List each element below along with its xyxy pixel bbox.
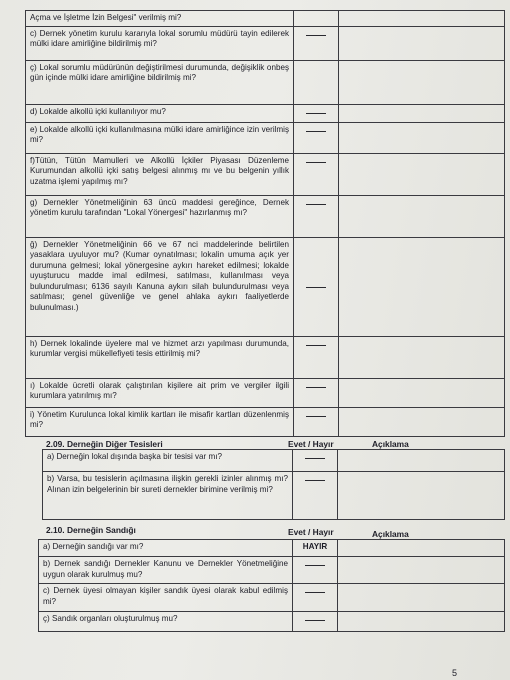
page-number: 5 bbox=[452, 668, 458, 678]
table-row bbox=[26, 407, 505, 436]
blank-answer-line bbox=[306, 287, 326, 288]
blank-answer-line bbox=[306, 113, 326, 114]
section-title: 2.09. Derneğin Diğer Tesisleri bbox=[46, 439, 163, 449]
answer-cell[interactable] bbox=[293, 450, 338, 472]
question-text: e) Lokalde alkollü içki kullanılmasına mülki idare amirliğince izin verilmiş mi? bbox=[26, 122, 294, 153]
answer-cell[interactable] bbox=[294, 153, 339, 195]
answer-cell[interactable] bbox=[293, 557, 338, 584]
column-header-note: Açıklama bbox=[372, 439, 409, 449]
question-text: i) Yönetim Kurulunca lokal kimlik kartları ile misafir kartları düzenlenmiş mi? bbox=[26, 407, 294, 436]
table-row bbox=[43, 472, 505, 520]
table-row bbox=[26, 195, 505, 237]
note-cell[interactable] bbox=[338, 584, 505, 612]
question-text: a) Derneğin lokal dışında başka bir tesisi var mı? bbox=[43, 450, 293, 472]
table-row bbox=[39, 540, 505, 557]
note-cell[interactable] bbox=[339, 104, 505, 122]
note-cell[interactable] bbox=[339, 336, 505, 378]
question-text: b) Dernek sandığı Dernekler Kanunu ve Dernekler Yönetmeliğine uygun olarak kurulmuş mu? bbox=[39, 557, 293, 584]
table-row bbox=[43, 450, 505, 472]
blank-answer-line bbox=[306, 387, 326, 388]
note-cell[interactable] bbox=[338, 612, 505, 632]
question-text: c) Dernek üyesi olmayan kişiler sandık üyesi olarak kabul edilmiş mi? bbox=[39, 584, 293, 612]
answer-cell[interactable] bbox=[293, 584, 338, 612]
question-text: g) Dernekler Yönetmeliğinin 63 üncü maddesi gereğince, Dernek yönetim kurulu tarafından "Lokal Yönergesi" hazırlanmış mı? bbox=[26, 195, 294, 237]
question-text: b) Varsa, bu tesislerin açılmasına ilişkin gerekli izinler alınmış mı? Alınan izin belgelerinin bir sureti dernekler birimine verilmiş mi? bbox=[43, 472, 293, 520]
note-cell[interactable] bbox=[338, 540, 505, 557]
column-header-answer: Evet / Hayır bbox=[288, 439, 334, 449]
blank-answer-line bbox=[306, 204, 326, 205]
question-text: d) Lokalde alkollü içki kullanılıyor mu? bbox=[26, 104, 294, 122]
blank-answer-line bbox=[306, 416, 326, 417]
note-cell[interactable] bbox=[339, 11, 505, 27]
answer-cell[interactable]: HAYIR bbox=[293, 540, 338, 557]
blank-answer-line bbox=[305, 592, 325, 593]
note-cell[interactable] bbox=[339, 195, 505, 237]
table-row bbox=[26, 153, 505, 195]
note-cell[interactable] bbox=[338, 557, 505, 584]
note-cell[interactable] bbox=[339, 237, 505, 336]
table-row bbox=[39, 584, 505, 612]
question-text: a) Derneğin sandığı var mı? bbox=[39, 540, 293, 557]
question-text: c) Dernek yönetim kurulu kararıyla lokal sorumlu müdürü tayin edilerek mülki idare amirliğine bildirilmiş mi? bbox=[26, 26, 294, 60]
table-row bbox=[26, 378, 505, 407]
question-text: ç) Lokal sorumlu müdürünün değiştirilmesi durumunda, değişiklik onbeş gün içinde mülki idare amirliğine bildirilmiş mi? bbox=[26, 60, 294, 104]
blank-answer-line bbox=[306, 35, 326, 36]
table-row bbox=[26, 237, 505, 336]
fund-table bbox=[38, 539, 505, 632]
answer-cell[interactable] bbox=[294, 122, 339, 153]
note-cell[interactable] bbox=[339, 122, 505, 153]
table-row bbox=[26, 122, 505, 153]
answer-cell[interactable] bbox=[294, 336, 339, 378]
question-text: ı) Lokalde ücretli olarak çalıştırılan kişilere ait prim ve vergiler ilgili kurumlara yatırılmış mı? bbox=[26, 378, 294, 407]
question-text: ç) Sandık organları oluşturulmuş mu? bbox=[39, 612, 293, 632]
blank-answer-line bbox=[306, 345, 326, 346]
table-row bbox=[26, 60, 505, 104]
question-text: h) Dernek lokalinde üyelere mal ve hizmet arzı yapılması durumunda, kurumlar vergisi mükellefiyeti tesis ettirilmiş mi? bbox=[26, 336, 294, 378]
answer-cell[interactable] bbox=[294, 104, 339, 122]
column-header-answer: Evet / Hayır bbox=[288, 527, 334, 537]
question-text: Açma ve İşletme İzin Belgesi" verilmiş mi? bbox=[26, 11, 294, 27]
blank-answer-line bbox=[306, 162, 326, 163]
table-row bbox=[26, 26, 505, 60]
note-cell[interactable] bbox=[339, 60, 505, 104]
table-row bbox=[39, 557, 505, 584]
table-row bbox=[39, 612, 505, 632]
section-title: 2.10. Derneğin Sandığı bbox=[46, 525, 136, 535]
answer-cell[interactable] bbox=[294, 195, 339, 237]
blank-answer-line bbox=[305, 480, 325, 481]
blank-answer-line bbox=[305, 565, 325, 566]
lokal-checklist-table bbox=[25, 10, 505, 437]
table-row bbox=[26, 336, 505, 378]
table-row bbox=[26, 104, 505, 122]
blank-answer-line bbox=[305, 458, 325, 459]
answer-cell[interactable] bbox=[294, 60, 339, 104]
answer-cell[interactable] bbox=[294, 378, 339, 407]
blank-answer-line bbox=[306, 131, 326, 132]
note-cell[interactable] bbox=[339, 26, 505, 60]
table-row bbox=[26, 11, 505, 27]
note-cell[interactable] bbox=[338, 472, 505, 520]
answer-cell[interactable] bbox=[294, 11, 339, 27]
question-text: f)Tütün, Tütün Mamulleri ve Alkollü İçkiler Piyasası Düzenleme Kurumundan alkollü içki satış belgesi alınmış mı ve bu belgenin yıllık uzatma işlemi yapılmış mı? bbox=[26, 153, 294, 195]
answer-cell[interactable] bbox=[294, 407, 339, 436]
note-cell[interactable] bbox=[338, 450, 505, 472]
answer-cell[interactable] bbox=[293, 472, 338, 520]
note-cell[interactable] bbox=[339, 378, 505, 407]
other-facilities-table bbox=[42, 449, 505, 520]
answer-cell[interactable] bbox=[293, 612, 338, 632]
answer-cell[interactable] bbox=[294, 26, 339, 60]
column-header-note: Açıklama bbox=[372, 529, 409, 539]
question-text: ğ) Dernekler Yönetmeliğinin 66 ve 67 nci maddelerinde belirtilen yasaklara uyuluyor mu? (Kumar oynatılması; lokalin umuma açık yer durumuna gelmesi; lokal yönergesine aykırı hareket edilmesi; lokalde uyuşturucu madde imal edilmesi, satılması, kullanılması veya bulundurulması; 6136 sayılı Kanuna aykırı silah bulundurulması veya satılması; genel güvenliğe ve genel ahlaka aykırı faaliyetlerde bulunulması.) bbox=[26, 237, 294, 336]
note-cell[interactable] bbox=[339, 153, 505, 195]
note-cell[interactable] bbox=[339, 407, 505, 436]
answer-cell[interactable] bbox=[294, 237, 339, 336]
blank-answer-line bbox=[305, 620, 325, 621]
